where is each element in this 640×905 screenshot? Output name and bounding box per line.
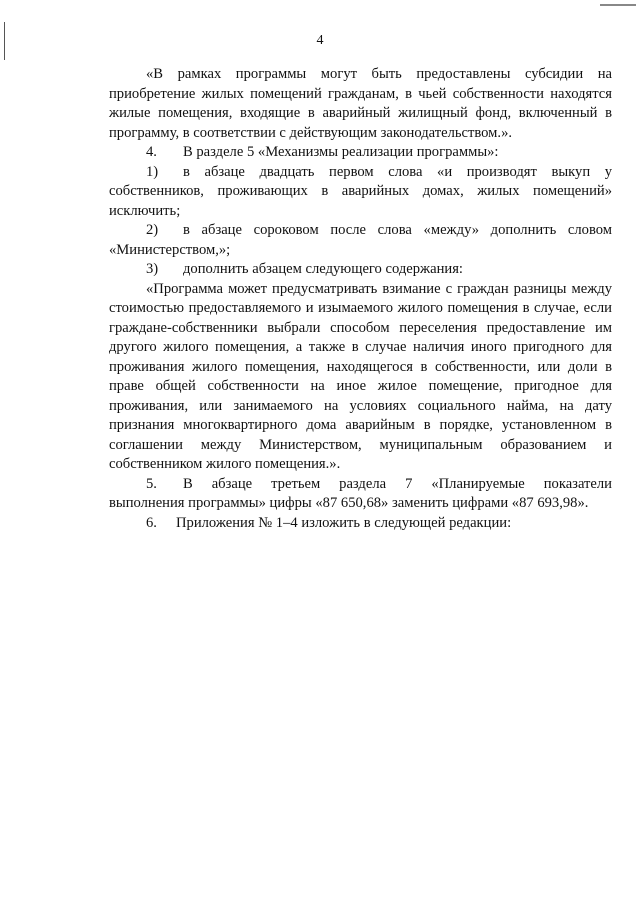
subitem-number: 1) [146, 163, 159, 180]
subitem-1-continuation: собственников, проживающих в аварийных домах, жилых помещений» исключить; [109, 183, 612, 219]
subitem-2 [109, 221, 612, 241]
item-text: В разделе 5 «Механизмы реализации программы»: [183, 144, 499, 160]
item-6 [109, 514, 612, 534]
subitem-text: дополнить абзацем следующего содержания: [183, 261, 463, 277]
item-number: 4. [146, 144, 157, 160]
item-text: В абзаце третьем раздела 7 «Планируемые показатели [183, 475, 612, 492]
subitem-text: в абзаце двадцать первом слова «и производят выкуп у [183, 163, 612, 180]
subitem-number: 2) [146, 222, 159, 238]
page-number: 4 [316, 33, 324, 48]
item-5 [109, 475, 612, 495]
subitem-3 [109, 260, 612, 280]
item-number: 5. [146, 475, 157, 492]
subitem-2-continuation: «Министерством,»; [109, 241, 231, 258]
item-4 [109, 143, 612, 163]
paragraph-subsidies: «В рамках программы могут быть предоставлены субсидии на приобретение жилых помещений гражданам, в чьей собственности находятся жилые помещения, входящие в аварийный жилищный фонд, включенный в программу, в соответствии с действующим законодательством.». [109, 66, 612, 141]
item-text: Приложения № 1–4 изложить в следующей редакции: [176, 514, 512, 531]
subitem-1 [109, 163, 612, 183]
item-5-continuation: выполнения программы» цифры «87 650,68» заменить цифрами «87 693,98». [109, 495, 589, 511]
document-body [109, 65, 612, 533]
quoted-paragraph: «Программа может предусматривать взимание с граждан разницы между стоимостью предоставляемого и изымаемого жилого помещения в случае, если граждане-собственники выбрали способом переселения предоставление им другого жилого помещения, а также в случае наличия иного пригодного для проживания жилого помещения, находящегося в собственности, или доли в праве общей собственности на иное жилое помещение, пригодное для проживания, или занимаемого на условиях социального найма, на дату признания многоквартирного дома аварийным в порядке, установленном в соглашении между Министерством, муниципальным образованием и собственником жилого помещения.». [109, 280, 612, 472]
item-number: 6. [146, 514, 157, 531]
subitem-number: 3) [146, 261, 159, 277]
subitem-text: в абзаце сороковом после слова «между» дополнить словом [183, 222, 612, 238]
scan-edge-top [600, 4, 636, 6]
